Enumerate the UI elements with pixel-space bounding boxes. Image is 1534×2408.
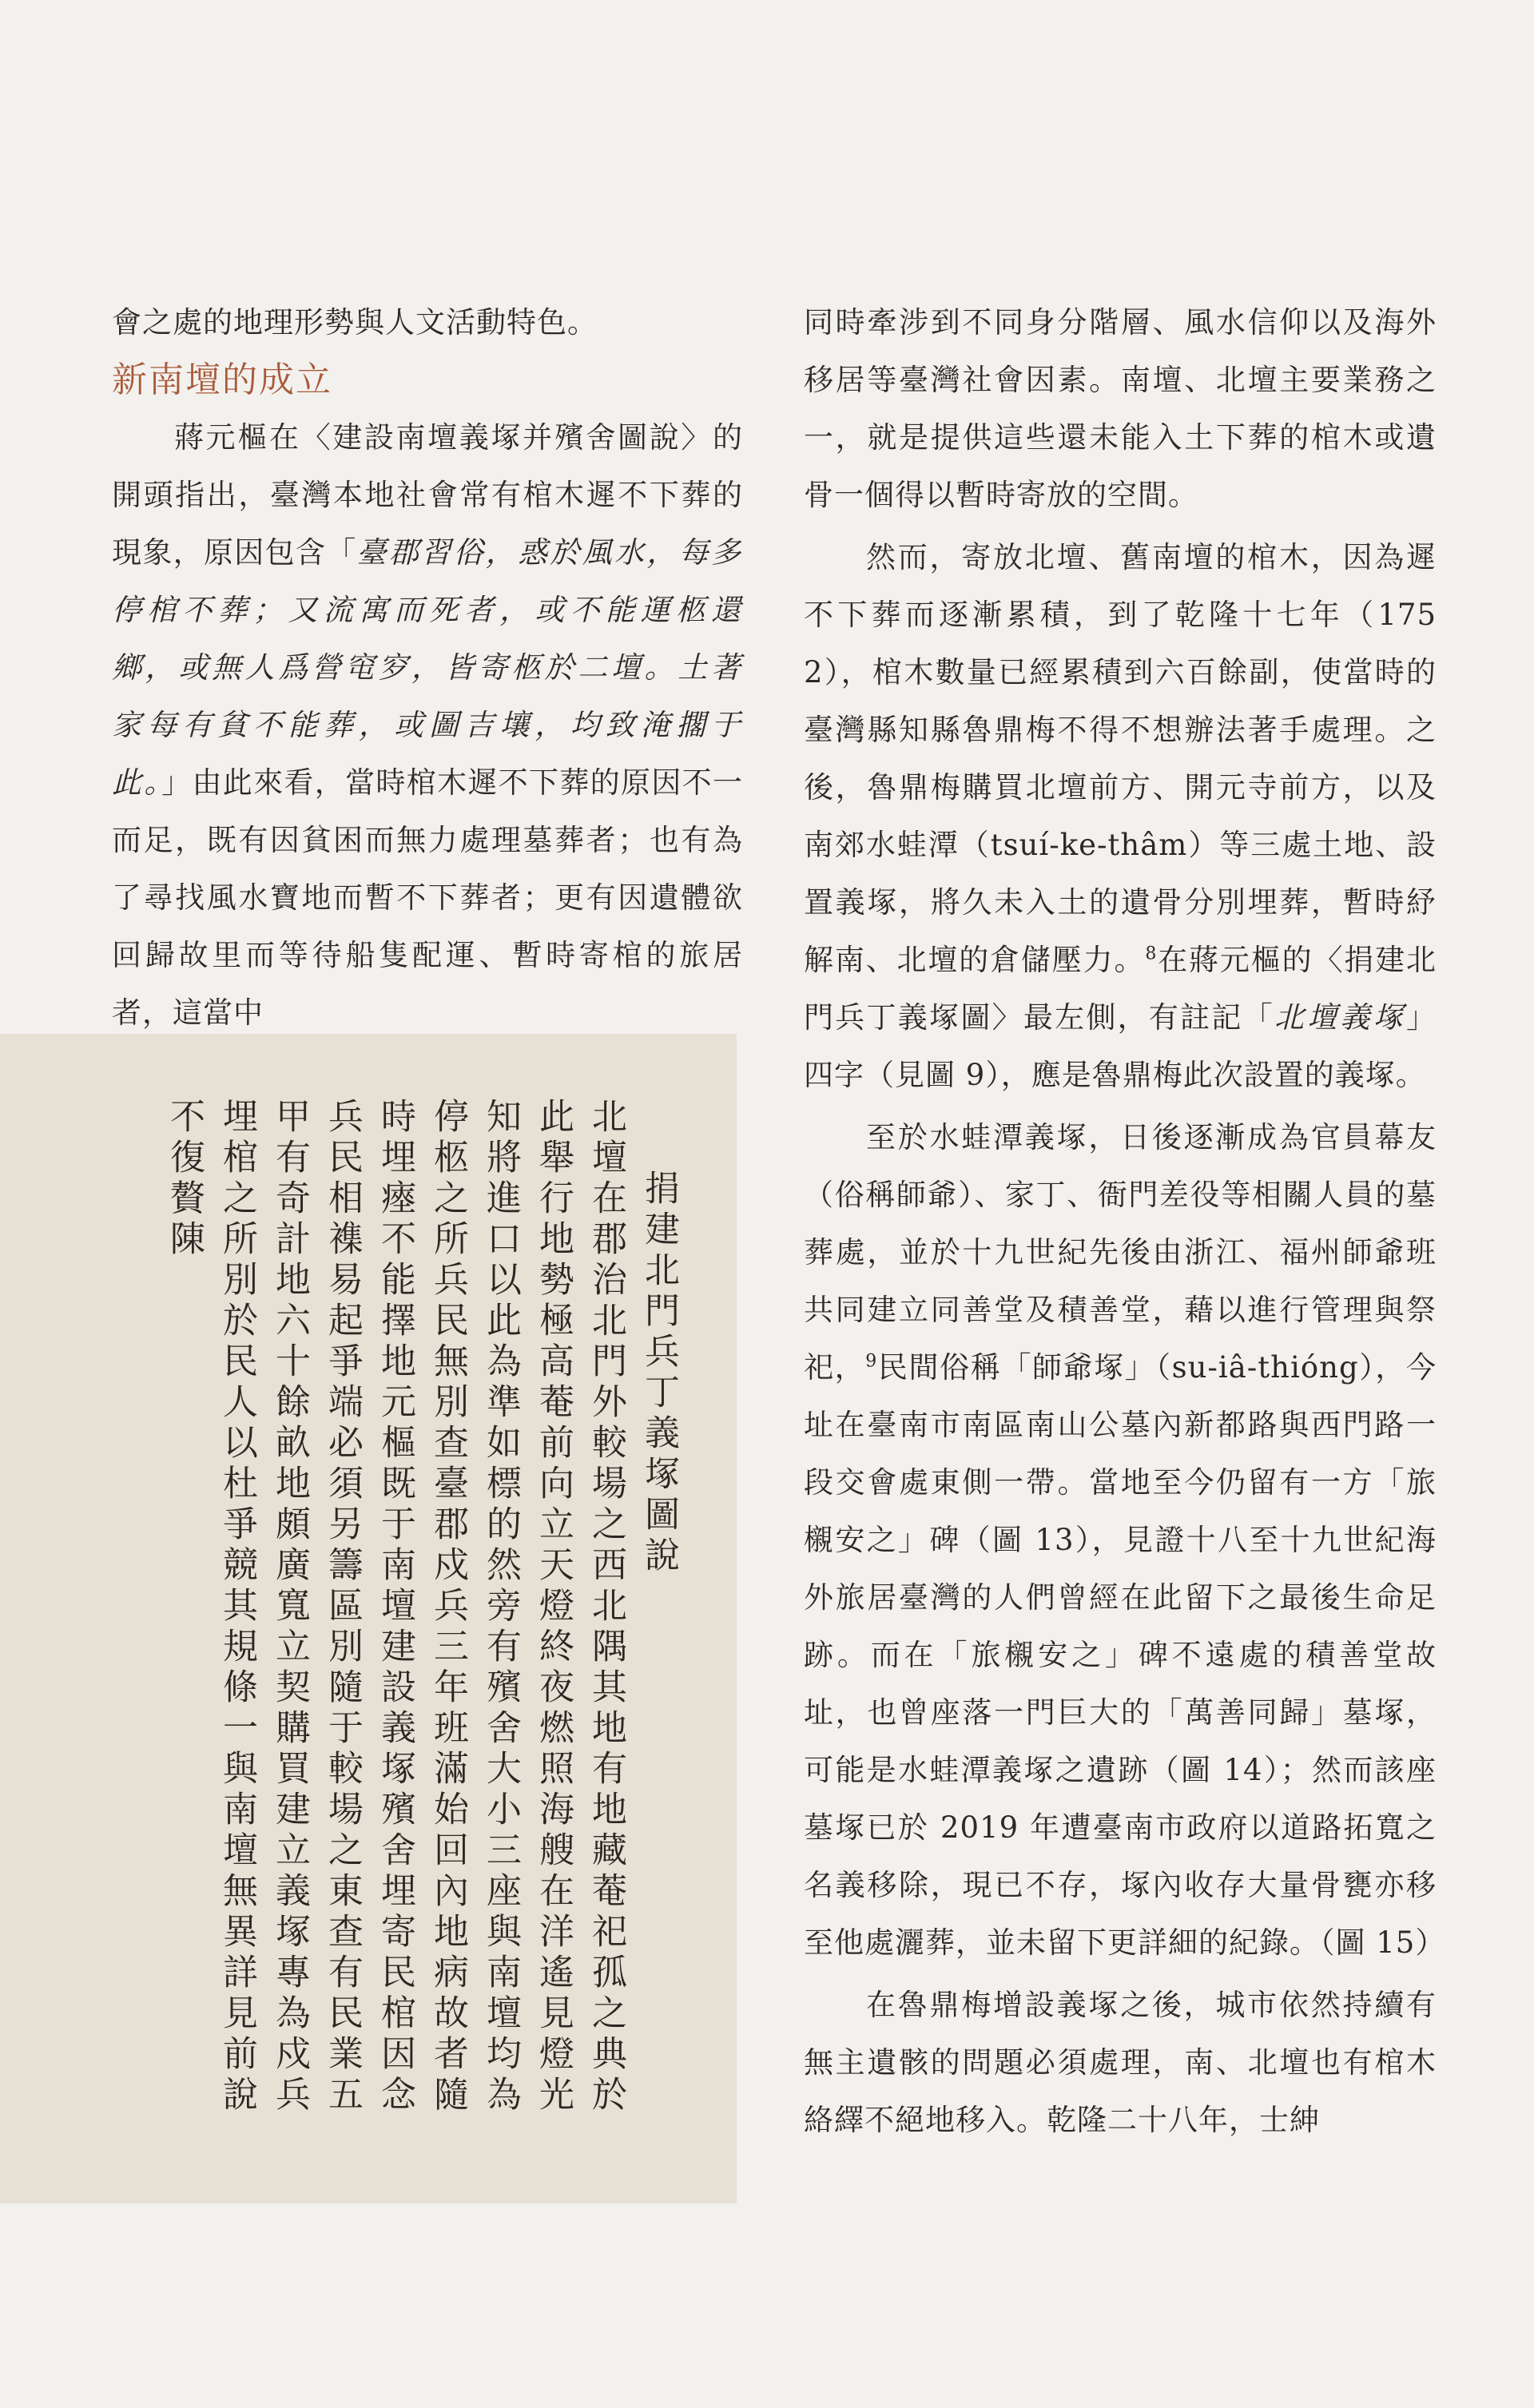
footnote-ref: 8 xyxy=(1145,944,1158,964)
calligraphy-column: 北壇在郡治北門外較場之西北隅其地有地藏菴祀孤之典於 xyxy=(586,1098,626,2116)
left-column xyxy=(112,294,743,1042)
section-heading: 新南壇的成立 xyxy=(112,360,332,400)
paragraph-3: 至於水蛙潭義塚，日後逐漸成為官員幕友（俗稱師爺）、家丁、衙門差役等相關人員的墓葬處，並於十九世紀先後由浙江、福州師爺班共同建立同善堂及積善堂，藉以進行管理與祭祀，$^9$民間俗稱「師爺塚」（su-iâ-thióng），今址在臺南市南區南山公墓內新都路與西門路一段交會處東側一帶。當地至今仍留有一方「旅櫬安之」碑（圖 13），見證十八至十九世紀海外旅居臺灣的人們曾經在此留下之最後生命足跡。而在「旅櫬安之」碑不遠處的積善堂故址，也曾座落一門巨大的「萬善同歸」墓塚，可能是水蛙潭義塚之遺跡（圖 14）；然而該座墓塚已於 2019 年遭臺南市政府以道路拓寬之名義移除，現已不存，塚內收存大量骨甕亦移至他處灑葬，並未留下更詳細的紀錄。（圖 15） xyxy=(804,1120,1446,1960)
paragraph-2: 然而，寄放北壇、舊南壇的棺木，因為遲不下葬而逐漸累積，到了乾隆十七年（1752），棺木數量已經累積到六百餘副，使當時的臺灣縣知縣魯鼎梅不得不想辦法著手處理。之後，魯鼎梅購買北壇前方、開元寺前方，以及南郊水蛙潭（tsuí-ke-thâm）等三處土地、設置義塚，將久未入土的遺骨分別埋葬，暫時紓解南、北壇的倉儲壓力。$^8$在蔣元樞的〈捐建北門兵丁義塚圖〉最左側，有註記「北壇義塚」四字（見圖 9），應是魯鼎梅此次設置的義塚。 xyxy=(804,540,1437,1092)
calligraphy-title: 捐建北門兵丁義塚圖說 xyxy=(638,1170,679,1577)
calligraphy-column: 甲有奇計地六十餘畝地頗廣寬立契購買建立義塚專為戍兵 xyxy=(269,1098,310,2116)
calligraphy-column: 兵民相襍易起爭端必須另籌區別隨于較場之東查有民業五 xyxy=(322,1098,363,2116)
calligraphy-figure xyxy=(0,1034,737,2203)
paragraph-1: 蔣元樞在〈建設南壇義塚并殯舍圖說〉的開頭指出，臺灣本地社會常有棺木遲不下葬的現象，原因包含「臺郡習俗，惑於風水，每多停棺不葬；又流寓而死者，或不能運柩還鄉，或無人爲營窀穸，皆寄柩於二壇。土著家每有貧不能葬，或圖吉壤，均致淹擱于此。」由此來看，當時棺木遲不下葬的原因不一而足，既有因貧困而無力處理墓葬者；也有為了尋找風水寶地而暫不下葬者；更有因遺體欲回歸故里而等待船隻配運、暫時寄棺的旅居者，這當中 xyxy=(112,420,744,1030)
calligraphy-column: 知將進口以此為準如標的然旁有殯舍大小三座與南壇均為 xyxy=(480,1098,521,2116)
paragraph-continued: 同時牽涉到不同身分階層、風水信仰以及海外移居等臺灣社會因素。南壇、北壇主要業務之一，就是提供這些還未能入土下葬的棺木或遺骨一個得以暫時寄放的空間。 xyxy=(804,305,1437,512)
right-column xyxy=(804,294,1446,2149)
inline-quote: 北壇義塚 xyxy=(1274,1000,1407,1035)
calligraphy-column: 埋棺之所別於民人以杜爭競其規條一與南壇無異詳見前說 xyxy=(217,1098,257,2116)
footnote-ref: 9 xyxy=(865,1351,878,1372)
calligraphy-text xyxy=(120,1098,679,2152)
paragraph-4: 在魯鼎梅增設義塚之後，城市依然持續有無主遺骸的問題必須處理，南、北壇也有棺木絡繹不絕地移入。乾隆二十八年，士紳 xyxy=(804,1988,1437,2137)
calligraphy-column: 不復贅陳 xyxy=(164,1098,205,1261)
calligraphy-column: 時埋瘞不能擇地元樞既于南壇建設義塚殯舍埋寄民棺因念 xyxy=(375,1098,415,2116)
historical-quote: 臺郡習俗，惑於風水，每多停棺不葬；又流寓而死者，或不能運柩還鄉，或無人爲營窀穸，皆寄柩於二壇。土著家每有貧不能葬，或圖吉壤，均致淹擱于此。 xyxy=(112,535,744,800)
calligraphy-column: 停柩之所兵民無別查臺郡戍兵三年班滿始回內地病故者隨 xyxy=(427,1098,468,2116)
intro-line: 會之處的地理形勢與人文活動特色。 xyxy=(112,305,598,340)
calligraphy-column: 此舉行地勢極高菴前向立天燈終夜燃照海艘在洋遙見燈光 xyxy=(533,1098,574,2116)
